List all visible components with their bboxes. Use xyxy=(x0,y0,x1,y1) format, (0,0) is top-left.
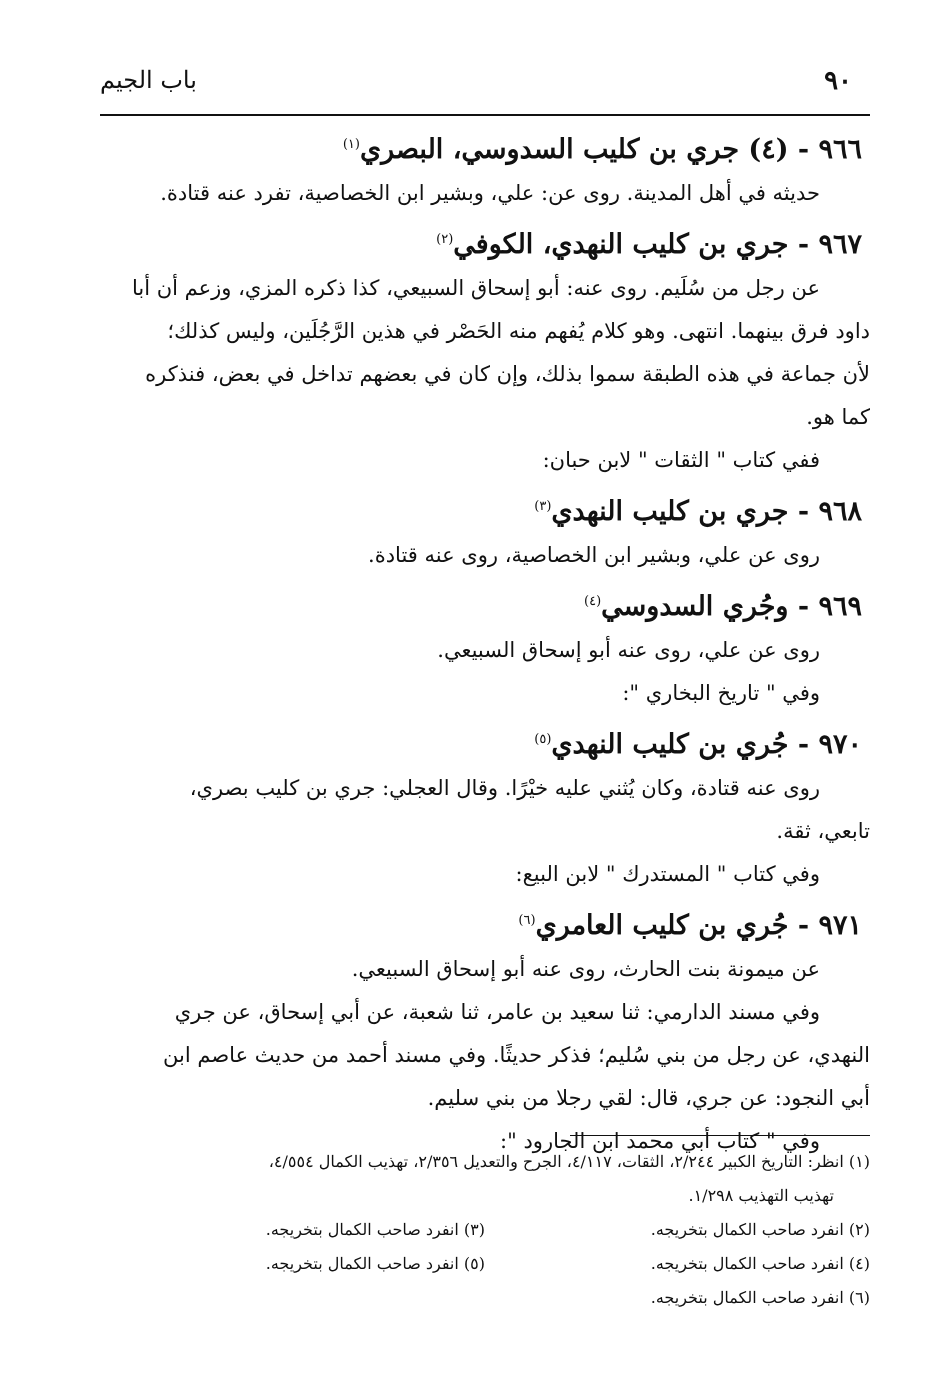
footnote-ref: (٦) xyxy=(518,913,536,928)
entry-969-text: روى عن علي، روى عنه أبو إسحاق السبيعي. xyxy=(437,638,820,662)
entry-967-line-2: داود فرق بينهما. انتهى. وهو كلام يُفهم منه الحَصْر في هذين الرَّجُلَين، وليس كذلك؛ xyxy=(167,319,870,343)
entry-967-line-1: عن رجل من سُلَيم. روى عنه: أبو إسحاق السبيعي، كذا ذكره المزي، وزعم أن أبا xyxy=(131,276,820,300)
footnote-ref: (٥) xyxy=(534,732,552,747)
book-page xyxy=(100,0,870,1376)
entry-968-text: روى عن علي، وبشير ابن الخصاصية، روى عنه قتادة. xyxy=(368,543,820,567)
footnote-row xyxy=(100,1247,870,1281)
entry-970-title: ٩٧٠ - جُري بن كليب النهدي$^{(٥)}$ xyxy=(534,729,862,760)
header-rule xyxy=(100,114,870,116)
mustadrak-intro: وفي كتاب " المستدرك " لابن البيع: xyxy=(515,862,820,886)
entry-966-text: حديثه في أهل المدينة. روى عن: علي، وبشير ابن الخصاصية، تفرد عنه قتادة. xyxy=(160,181,820,205)
footnote-ref: (٣) xyxy=(534,499,552,514)
footnote-1: (١) انظر: التاريخ الكبير ٢/٢٤٤، الثقات، ٤/١١٧، الجرح والتعديل ٢/٣٥٦، تهذيب الكمال ٤/٥٥٤، xyxy=(268,1152,870,1171)
footnote-5: (٥) انفرد صاحب الكمال بتخريجه. xyxy=(265,1254,485,1273)
page-number: ٩٠ xyxy=(824,66,852,96)
footnote-rule xyxy=(570,1135,870,1136)
page-header xyxy=(100,64,870,104)
thiqat-intro: ففي كتاب " الثقات " لابن حبان: xyxy=(542,448,820,472)
darimi-line-1: وفي مسند الدارمي: ثنا سعيد بن عامر، ثنا شعبة، عن أبي إسحاق، عن جري xyxy=(174,1000,820,1024)
entry-969-title: ٩٦٩ - وجُري السدوسي$^{(٤)}$ xyxy=(584,591,862,622)
darimi-line-2: النهدي، عن رجل من بني سُليم؛ فذكر حديثًا. وفي مسند أحمد من حديث عاصم ابن xyxy=(163,1043,870,1067)
jarud-intro: وفي " كتاب أبي محمد ابن الجارود ": xyxy=(500,1129,820,1153)
entry-970-line-1: روى عنه قتادة، وكان يُثني عليه خيْرًا. وقال العجلي: جري بن كليب بصري، xyxy=(189,776,820,800)
darimi-line-3: أبي النجود: عن جري، قال: لقي رجلا من بني سليم. xyxy=(427,1086,870,1110)
entry-971-title: ٩٧١ - جُري بن كليب العامري$^{(٦)}$ xyxy=(518,910,862,941)
footnote-ref: (١) xyxy=(342,137,360,152)
footnote-3: (٣) انفرد صاحب الكمال بتخريجه. xyxy=(265,1220,485,1239)
footnote-row xyxy=(100,1213,870,1247)
bukhari-intro: وفي " تاريخ البخاري ": xyxy=(622,681,820,705)
entry-967-line-3: لأن جماعة في هذه الطبقة سموا بذلك، وإن كان في بعضهم تداخل في بعض، فنذكره xyxy=(145,362,870,386)
footnote-ref: (٢) xyxy=(436,232,454,247)
footnote-6: (٦) انفرد صاحب الكمال بتخريجه. xyxy=(650,1288,870,1307)
footnote-ref: (٤) xyxy=(584,594,602,609)
chapter-title: باب الجيم xyxy=(100,66,197,94)
footnote-row xyxy=(100,1281,870,1315)
footnote-2: (٢) انفرد صاحب الكمال بتخريجه. xyxy=(650,1220,870,1239)
footnote-1-cont: تهذيب التهذيب ١/٢٩٨. xyxy=(688,1186,834,1205)
footnote-4: (٤) انفرد صاحب الكمال بتخريجه. xyxy=(650,1254,870,1273)
entry-967-title: ٩٦٧ - جري بن كليب النهدي، الكوفي$^{(٢)}$ xyxy=(436,229,862,260)
entry-967-line-4: كما هو. xyxy=(806,405,870,429)
entry-971-text: عن ميمونة بنت الحارث، روى عنه أبو إسحاق السبيعي. xyxy=(351,957,820,981)
entry-968-title: ٩٦٨ - جري بن كليب النهدي$^{(٣)}$ xyxy=(534,496,862,527)
entry-966-title: ٩٦٦ - (٤) جري بن كليب السدوسي، البصري$^{(١)}$ xyxy=(342,134,862,165)
page-body xyxy=(100,120,870,1163)
footnotes xyxy=(100,1145,870,1315)
entry-970-line-2: تابعي، ثقة. xyxy=(776,819,870,843)
